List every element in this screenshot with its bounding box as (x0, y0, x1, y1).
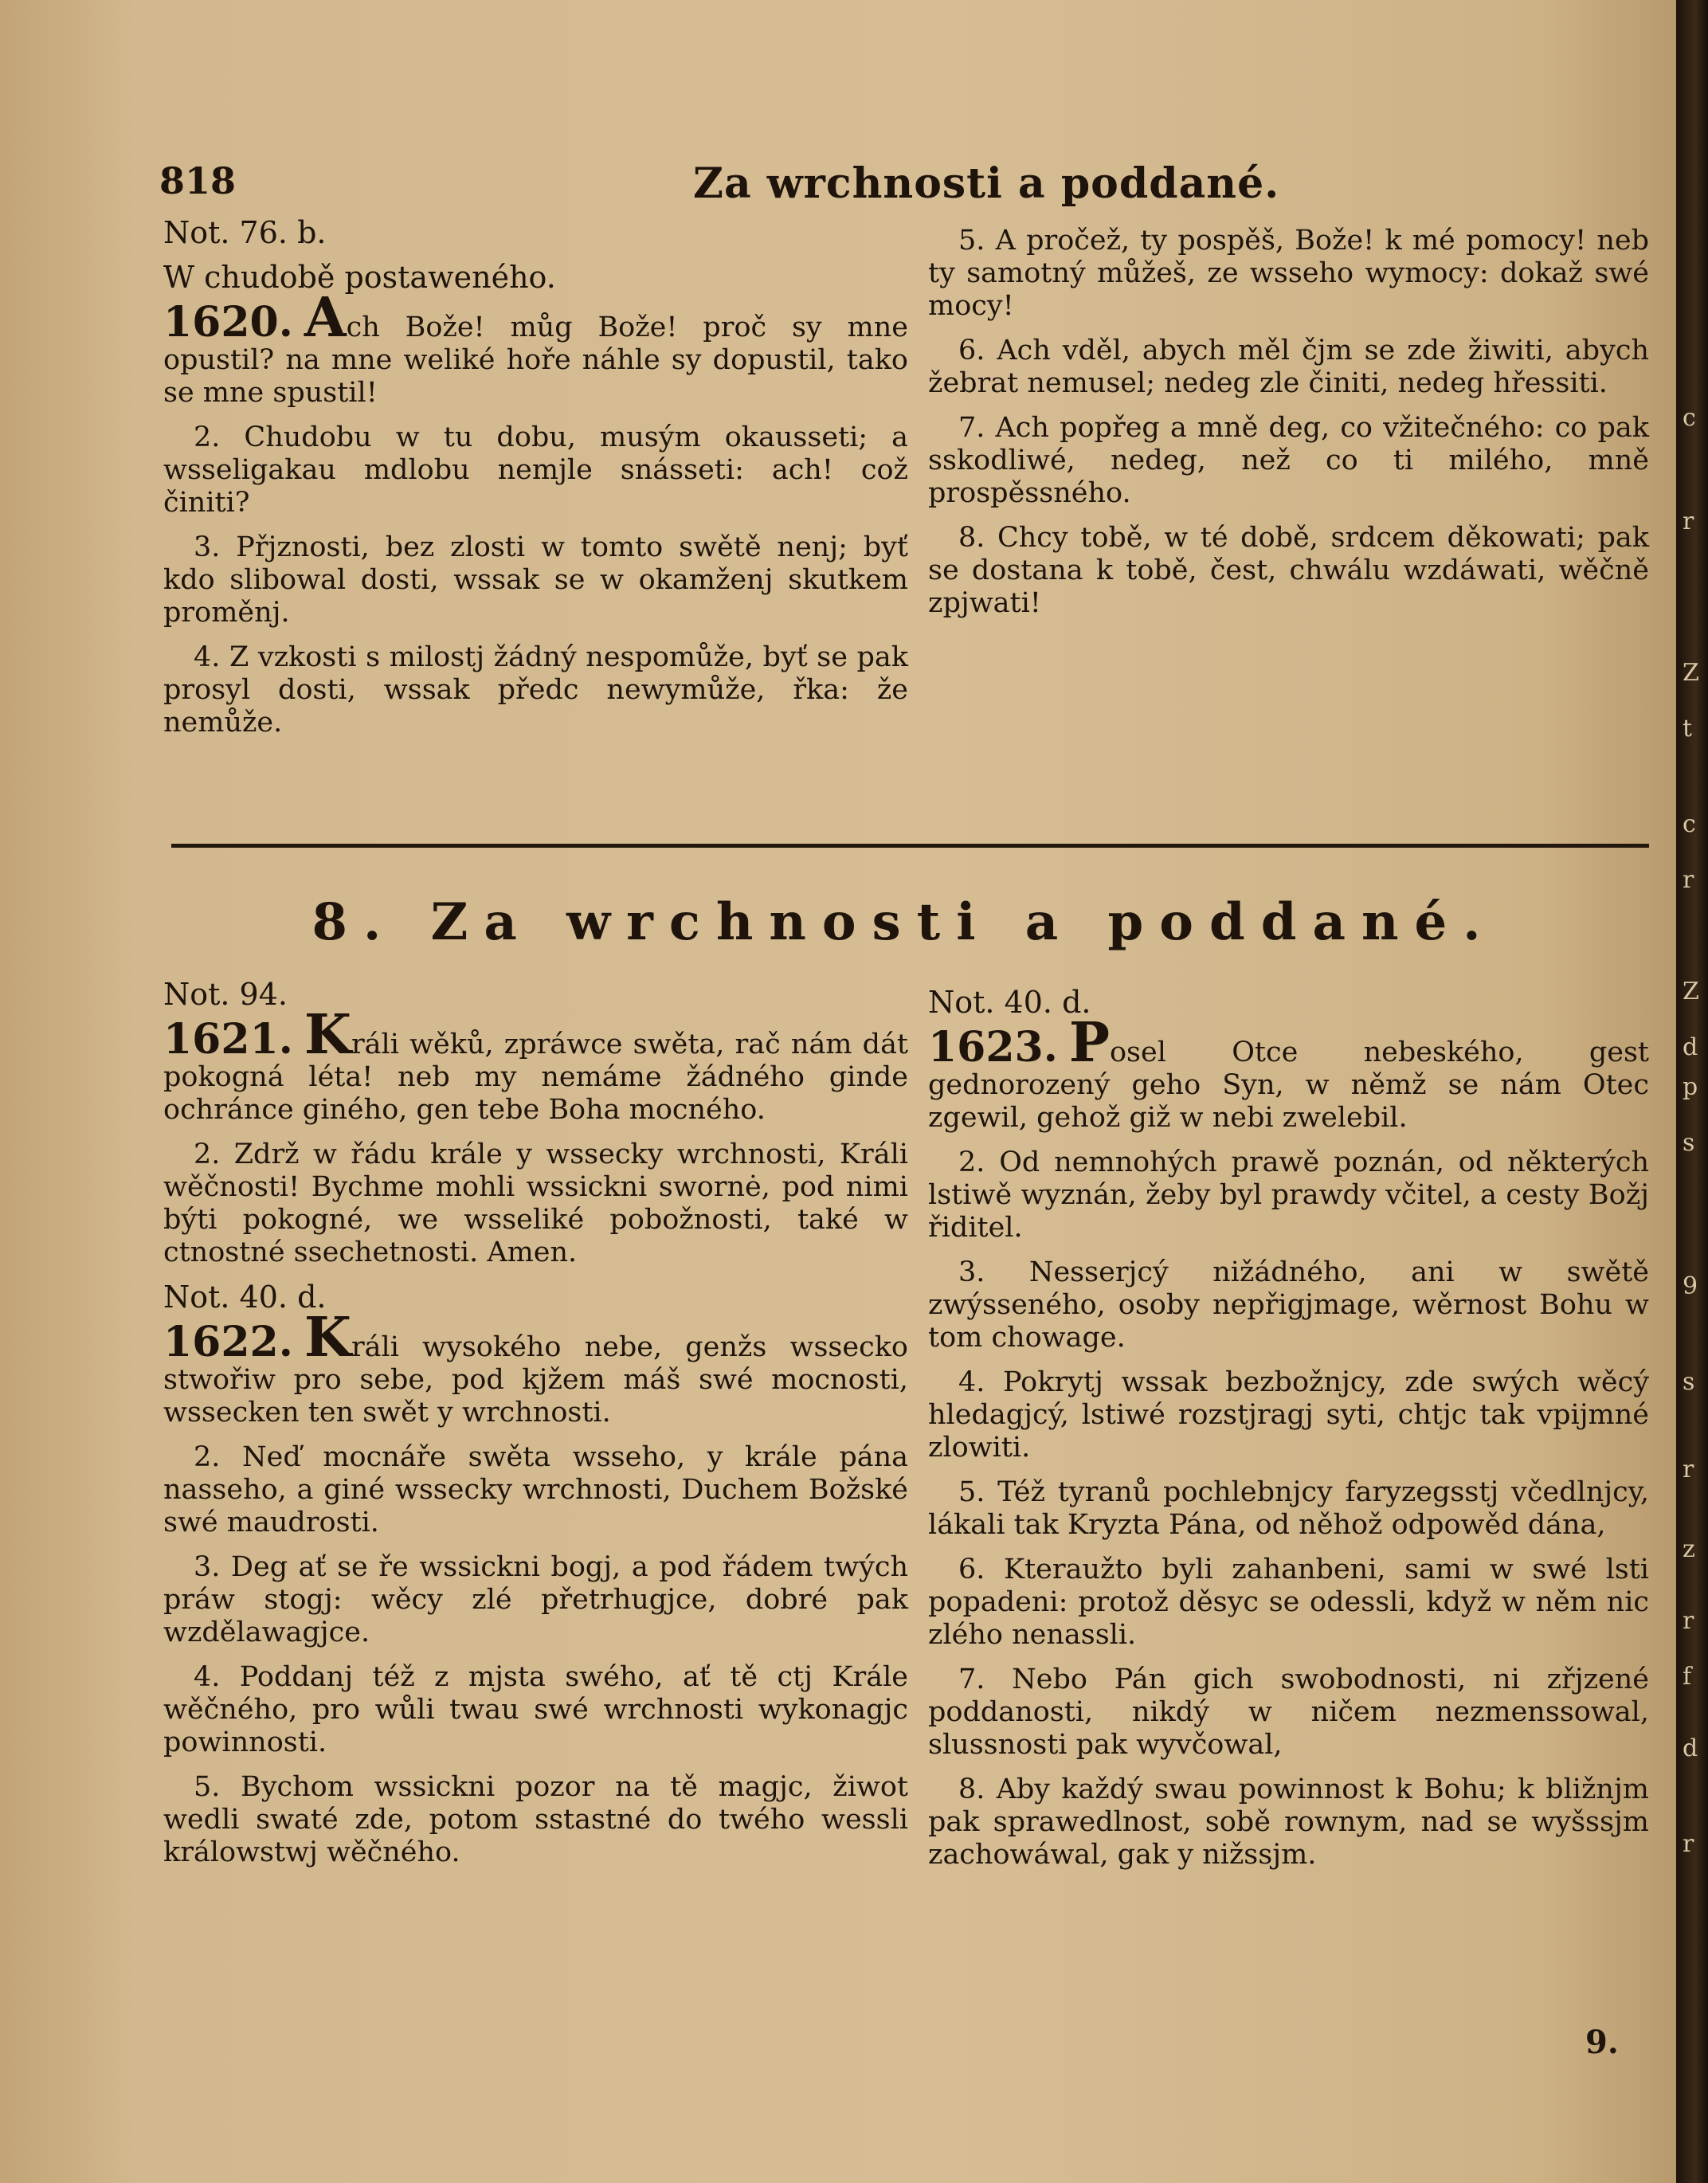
margin-fragment: r (1683, 1830, 1694, 1858)
hymn-verse: 4. Pokrytj wssak bezbožnjcy, zde swých wěcý hledagjcý, lstiwé rozstjragj syti, chtjc tak vpijmné zlowiti. (928, 1366, 1649, 1464)
margin-fragment: r (1683, 1607, 1694, 1635)
hymn-number: 1623. (928, 1023, 1058, 1072)
margin-fragment: 9 (1683, 1272, 1698, 1300)
tune-reference: Not. 76. b. (163, 215, 327, 250)
margin-fragment: Z (1683, 659, 1699, 687)
hymn-verse: 1622. Králi wysokého nebe, genžs wssecko stwořiw pro sebe, pod kjžem máš swé mocnosti, wssecken ten swět y wrchnosti. (163, 1306, 908, 1429)
hymn-verse: 5. Též tyranů pochlebnjcy faryzegsstj včedlnjcy, lákali tak Kryzta Pána, od něhož odpowěd dána, (928, 1476, 1649, 1541)
hymn-verse: 5. A pročež, ty pospěš, Bože! k mé pomocy! neb ty samotný můžeš, ze wsseho wymocy: dokaž swé mocy! (928, 225, 1649, 322)
margin-fragment: c (1683, 404, 1696, 432)
hymn-number: 1621. (163, 1015, 293, 1064)
margin-fragment: d (1683, 1734, 1698, 1762)
hymn-verse: 2. Zdrž w řádu krále y wssecky wrchnosti, Králi wěčnosti! Bychme mohli wssickni swornė, pod nimi býti pokogné, we wsseliké pobožnosti, také w ctnostné ssechetnosti. Amen. (163, 1139, 908, 1268)
margin-fragment: s (1683, 1129, 1695, 1157)
section-title: 8. Za wrchnosti a poddané. (311, 892, 1497, 952)
catchword: 9. (1585, 2024, 1619, 2061)
running-title: Za wrchnosti a poddané. (693, 159, 1280, 208)
right-bottom-column (928, 986, 1649, 1883)
hymn-number: 1620. (163, 298, 293, 347)
hymn-heading: W chudobě postaweného. (163, 260, 556, 295)
margin-fragment: p (1683, 1073, 1698, 1101)
hymn-verse: 6. Kteraužto byli zahanbeni, sami w swé lsti popadeni: protož děsyc se odessli, když w něm nic zlého nenassli. (928, 1554, 1649, 1651)
margin-fragment: d (1683, 1033, 1698, 1061)
page-number: 818 (159, 159, 237, 202)
hymn-verse: 5. Bychom wssickni pozor na tě magjc, žiwot wedli swaté zde, potom sstastné do twého wessli králowstwj wěčného. (163, 1771, 908, 1868)
hymn-verse: 3. Deg ať se ře wssickni bogj, a pod řádem twých práw stogj: wěcy zlé přetrhugjce, dobré pak wzdělawagjce. (163, 1551, 908, 1648)
margin-fragment: t (1683, 715, 1693, 743)
margin-fragment: c (1683, 810, 1696, 838)
drop-capital: P (1068, 1011, 1110, 1075)
hymn-verse: 7. Ach popřeg a mně deg, co vžitečného: co pak sskodliwé, nedeg, než co ti milého, mně prospěssného. (928, 412, 1649, 509)
drop-capital: K (304, 1003, 351, 1067)
drop-capital: K (304, 1306, 351, 1370)
page-header (159, 159, 1649, 215)
hymn-verse: 2. Neď mocnáře swěta wsseho, y krále pána nasseho, a giné wssecky wrchnosti, Duchem Božské swé maudrosti. (163, 1441, 908, 1538)
margin-fragment: r (1683, 508, 1694, 535)
tune-reference: Not. 40. d. (163, 1280, 327, 1315)
hymn-verse: 8. Aby každý swau powinnost k Bohu; k bližnjm pak sprawedlnost, sobě rownym, nad se wyšssjm zachowáwal, gak y nižssjm. (928, 1773, 1649, 1871)
left-top-column (163, 217, 908, 751)
right-top-column (928, 225, 1649, 632)
hymn-verse: 3. Přjznosti, bez zlosti w tomto swětě nenj; byť kdo slibowal dosti, wssak se w okamženj skutkem proměnj. (163, 531, 908, 629)
hymn-verse: 4. Poddanj též z mjsta swého, ať tě ctj Krále wěčného, pro wůli twau swé wrchnosti wykonagjc powinnosti. (163, 1661, 908, 1758)
hymn-verse: 1623. Posel Otce nebeského, gest gednorozený geho Syn, w němž se nám Otec zgewil, gehož giž w nebi zwelebil. (928, 1011, 1649, 1134)
hymn-verse: 8. Chcy tobě, w té době, srdcem děkowati; pak se dostana k tobě, čest, chwálu wzdáwati, wěčně zpjwati! (928, 522, 1649, 619)
margin-fragment: s (1683, 1368, 1695, 1396)
tune-reference: Not. 40. d. (928, 985, 1091, 1020)
margin-fragment: r (1683, 866, 1694, 894)
hymn-verse: 3. Nesserjcý nižádného, ani w swětě zwýsseného, osoby nepřigjmage, wěrnost Bohu w tom chowage. (928, 1256, 1649, 1354)
margin-fragment: Z (1683, 978, 1699, 1005)
hymn-verse: 4. Z vzkosti s milostj žádný nespomůže, byť se pak prosyl dosti, wssak předc newymůže, řka: že nemůže. (163, 641, 908, 739)
margin-fragment: z (1683, 1535, 1695, 1563)
hymn-verse: 2. Chudobu w tu dobu, musým okausseti; a wsseligakau mdlobu nemjle snásseti: ach! což činiti? (163, 421, 908, 519)
drop-capital: A (304, 286, 347, 350)
hymn-number: 1622. (163, 1318, 293, 1366)
section-divider (171, 844, 1649, 848)
hymn-verse: 1620. Ach Bože! můg Bože! proč sy mne opustil? na mne weliké hoře náhle sy dopustil, tako se mne spustil! (163, 286, 908, 409)
margin-fragment: r (1683, 1456, 1694, 1483)
tune-reference: Not. 94. (163, 977, 288, 1012)
hymn-verse: 1621. Králi wěků, zpráwce swěta, rač nám dát pokogná léta! neb my nemáme žádného ginde ochránce giného, gen tebe Boha mocného. (163, 1003, 908, 1126)
left-bottom-column (163, 978, 908, 1881)
hymn-verse: 2. Od nemnohých prawě poznán, od některých lstiwě wyznán, žeby byl prawdy včitel, a cesty Božj řiditel. (928, 1146, 1649, 1244)
hymn-verse: 6. Ach vděl, abych měl čjm se zde žiwiti, abych žebrat nemusel; nedeg zle činiti, nedeg hřessiti. (928, 335, 1649, 399)
margin-fragment: f (1683, 1663, 1692, 1691)
hymn-verse: 7. Nebo Pán gich swobodnosti, ni zřjzené poddanosti, nikdý w ničem nezmenssowal, slussnosti pak wyvčowal, (928, 1664, 1649, 1761)
